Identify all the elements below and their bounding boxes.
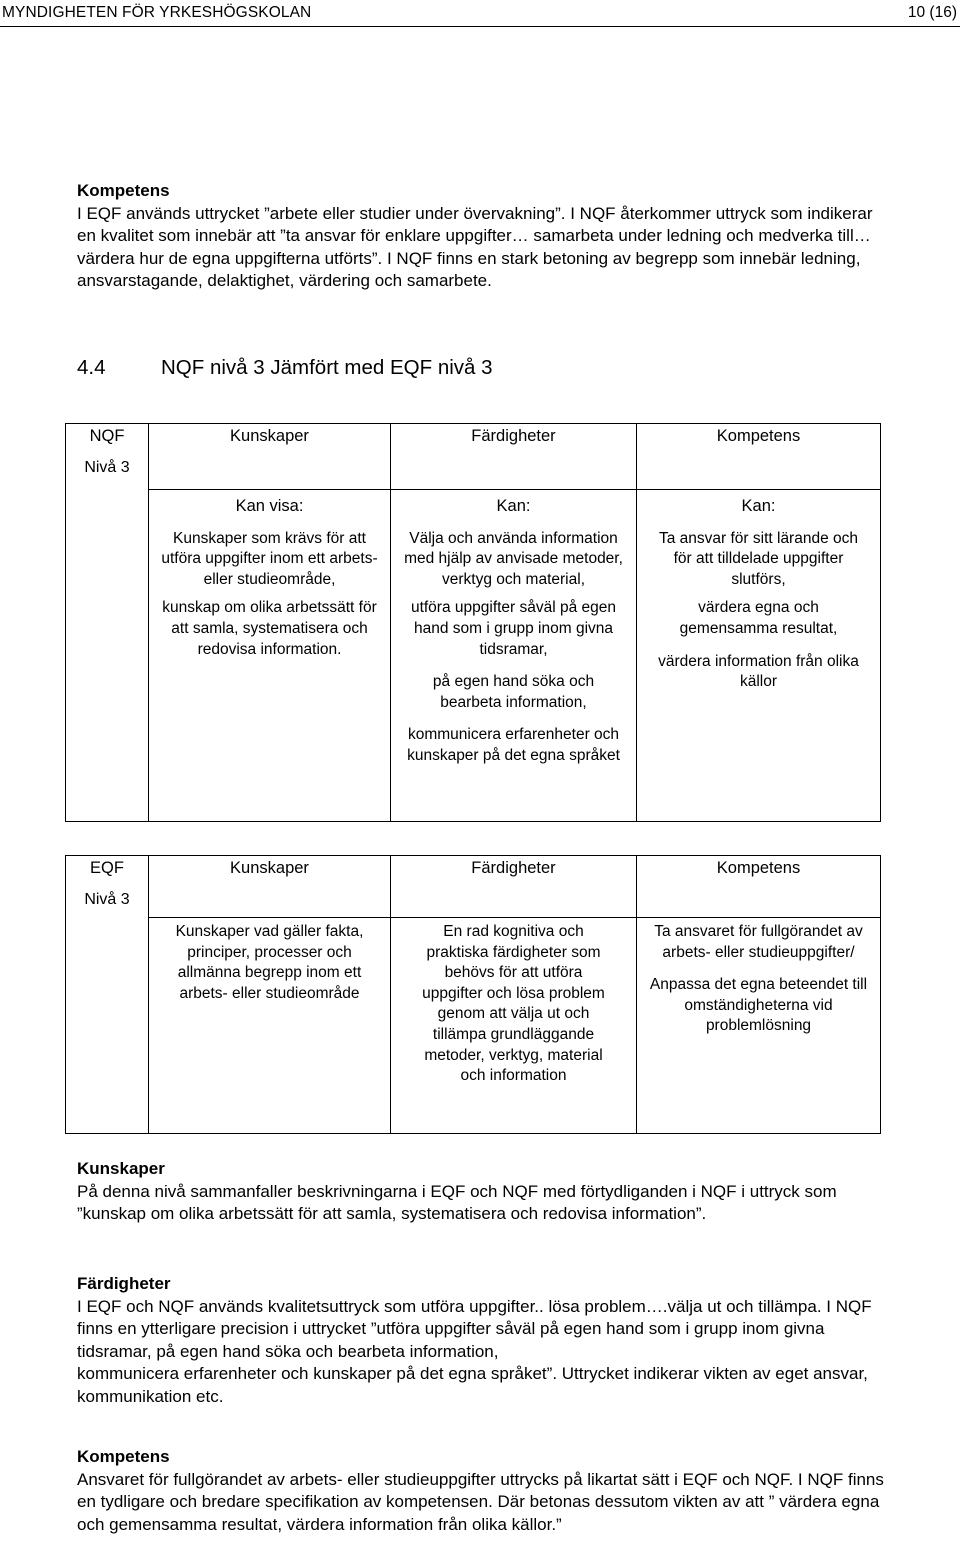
nqf-kunskaper-item: kunskap om olika arbetssätt för att samla, systematisera och redovisa information. xyxy=(162,599,377,658)
organization-name: MYNDIGHETEN FÖR YRKESHÖGSKOLAN xyxy=(2,4,312,21)
nqf-fardigheter-item: Välja och använda information med hjälp av anvisade metoder, verktyg och material, xyxy=(404,529,623,588)
nqf-header-kunskaper: Kunskaper xyxy=(149,424,391,490)
kompetens-paragraph: Ansvaret för fullgörandet av arbets- eller studieuppgifter uttrycks på likartat sätt i EQF och NQF. I NQF finns en tydligare och bredare specifikation av kompetensen. Där betonas dessutom vikten av att ” värdera egna och gemensamma resultat, värdera information från olika källor.” xyxy=(77,1469,884,1534)
eqf-header-kompetens: Kompetens xyxy=(637,856,881,918)
nqf-framework-label: NQF xyxy=(89,427,125,445)
nqf-level-cell xyxy=(66,424,149,822)
nqf-kompetens-lead: Kan: xyxy=(741,497,776,515)
page-header xyxy=(0,0,960,27)
nqf-kompetens-cell xyxy=(637,490,881,822)
nqf-table xyxy=(65,423,881,822)
nqf-fardigheter-cell xyxy=(391,490,637,822)
eqf-table xyxy=(65,855,881,1134)
nqf-level-label: Nivå 3 xyxy=(84,458,130,476)
nqf-header-kompetens: Kompetens xyxy=(637,424,881,490)
intro-paragraph: I EQF används uttrycket ”arbete eller studier under övervakning”. I NQF återkommer uttryck som indikerar en kvalitet som innebär att ”ta ansvar för enklare uppgifter… samarbeta under ledning och medverka till… värdera hur de egna uppgifterna utförts”. I NQF finns en stark betoning av begrepp som innebär ledning, ansvarstagande, delaktighet, värdering och samarbete. xyxy=(77,203,873,290)
eqf-level-cell xyxy=(66,856,149,1134)
nqf-kunskaper-lead: Kan visa: xyxy=(235,497,304,515)
intro-section xyxy=(77,180,892,293)
eqf-level-label: Nivå 3 xyxy=(84,890,130,908)
eqf-fardigheter-item: En rad kognitiva och praktiska färdigheter som behövs för att utföra uppgifter och lösa problem genom att välja ut och tillämpa grundläggande metoder, verktyg, material och information xyxy=(422,923,605,1085)
eqf-kompetens-cell xyxy=(637,918,881,1134)
eqf-fardigheter-cell xyxy=(391,918,637,1134)
analysis-kompetens xyxy=(77,1446,892,1536)
eqf-framework-label: EQF xyxy=(90,859,124,877)
fardigheter-paragraph: I EQF och NQF används kvalitetsuttryck som utföra uppgifter.. lösa problem….välja ut och tillämpa. I NQF finns en ytterligare precision i uttrycket ”utföra uppgifter såväl på egen hand som i grupp inom givna tidsramar, på egen hand söka och bearbeta information, xyxy=(77,1296,872,1361)
eqf-header-fardigheter: Färdigheter xyxy=(391,856,637,918)
section-title-text: NQF nivå 3 Jämfört med EQF nivå 3 xyxy=(161,356,493,379)
kunskaper-heading: Kunskaper xyxy=(77,1159,165,1178)
nqf-fardigheter-item: utföra uppgifter såväl på egen hand som i grupp inom givna tidsramar, xyxy=(410,599,617,658)
eqf-kompetens-item: Ta ansvaret för fullgörandet av arbets- eller studieuppgifter/ xyxy=(654,923,863,961)
analysis-fardigheter xyxy=(77,1273,892,1408)
nqf-kunskaper-item: Kunskaper som krävs för att utföra uppgifter inom ett arbets- eller studieområde, xyxy=(161,529,378,588)
section-title xyxy=(77,355,493,381)
kunskaper-paragraph: På denna nivå sammanfaller beskrivningarna i EQF och NQF med förtydliganden i NQF i uttryck som ”kunskap om olika arbetssätt för att samla, systematisera och redovisa information”. xyxy=(77,1181,837,1223)
page-number: 10 (16) xyxy=(907,4,957,21)
nqf-fardigheter-item: kommunicera erfarenheter och kunskaper på det egna språket xyxy=(407,726,620,764)
analysis-kunskaper xyxy=(77,1158,892,1226)
eqf-header-kunskaper: Kunskaper xyxy=(149,856,391,918)
nqf-kunskaper-cell xyxy=(149,490,391,822)
kompetens-heading: Kompetens xyxy=(77,1447,170,1466)
nqf-kompetens-item: Ta ansvar för sitt lärande och för att tilldelade uppgifter slutförs, xyxy=(658,529,859,588)
eqf-kunskaper-cell xyxy=(149,918,391,1134)
nqf-fardigheter-lead: Kan: xyxy=(496,497,531,515)
eqf-kompetens-item: Anpassa det egna beteendet till omständigheterna vid problemlösning xyxy=(649,976,868,1035)
nqf-kompetens-item: värdera information från olika källor xyxy=(658,652,859,691)
nqf-kompetens-item: värdera egna och gemensamma resultat, xyxy=(679,599,838,637)
nqf-header-fardigheter: Färdigheter xyxy=(391,424,637,490)
section-number: 4.4 xyxy=(77,356,106,379)
eqf-kunskaper-item: Kunskaper vad gäller fakta, principer, processer och allmänna begrepp inom ett arbets- eller studieområde xyxy=(175,923,364,1002)
fardigheter-heading: Färdigheter xyxy=(77,1274,171,1293)
nqf-fardigheter-item: på egen hand söka och bearbeta information, xyxy=(432,673,595,711)
intro-heading: Kompetens xyxy=(77,181,170,200)
fardigheter-paragraph-cont: kommunicera erfarenheter och kunskaper på det egna språket”. Uttrycket indikerar vikten av eget ansvar, kommunikation etc. xyxy=(77,1364,868,1406)
